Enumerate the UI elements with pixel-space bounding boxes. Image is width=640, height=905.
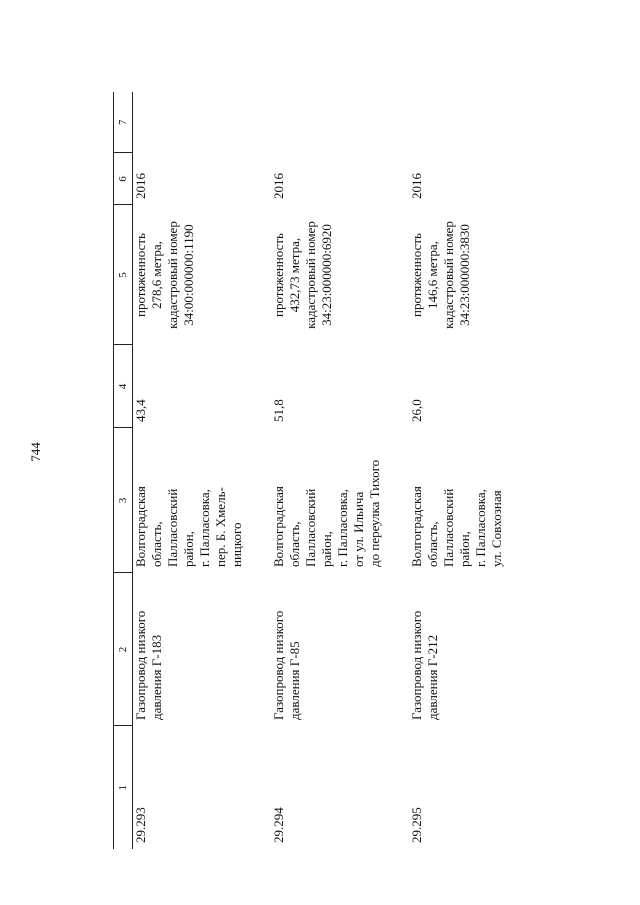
object-note: [271, 92, 409, 153]
object-name: Газопровод низкого давления Г-183: [133, 610, 164, 720]
col-header-4: 4: [114, 345, 133, 428]
col-header-1: 1: [114, 726, 133, 849]
object-characteristics: протяженность 146,6 метра, кадастровый номер 34:23:000000:3830: [409, 221, 472, 329]
object-location: Волгоградская область, Палласовский район, г. Палласовка, от ул. Ильича до переулка Тихого: [271, 459, 382, 567]
property-table: [113, 92, 547, 849]
col-header-5: 5: [114, 205, 133, 345]
rotated-table-container: [113, 92, 615, 849]
table-row: [271, 92, 409, 849]
row-number: 29.293: [133, 807, 148, 843]
table-row: [133, 92, 272, 849]
page-number: 744: [28, 442, 43, 462]
object-value: 26,0: [409, 399, 424, 422]
object-characteristics: протяженность 278,6 метра, кадастровый номер 34:00:000000:1190: [133, 221, 196, 329]
object-year: 2016: [409, 173, 424, 199]
object-name: Газопровод низкого давления Г-85: [271, 610, 302, 720]
table-row: [409, 92, 547, 849]
object-characteristics: протяженность 432,73 метра, кадастровый номер 34:23:000000:6920: [271, 221, 334, 329]
col-header-2: 2: [114, 573, 133, 726]
object-year: 2016: [271, 173, 286, 199]
object-value: 51,8: [271, 399, 286, 422]
column-number-row: [114, 92, 133, 849]
object-year: 2016: [133, 173, 148, 199]
row-number: 29.294: [271, 807, 286, 843]
object-location: Волгоградская область, Палласовский район, г. Палласовка, ул. Совхозная: [409, 486, 504, 567]
object-name: Газопровод низкого давления Г-212: [409, 610, 440, 720]
object-location: Волгоградская область, Палласовский район, г. Палласовка, пер. Б. Хмель- ницкого: [133, 486, 244, 567]
col-header-7: 7: [114, 92, 133, 153]
object-note: [409, 92, 547, 153]
object-note: [133, 92, 272, 153]
col-header-3: 3: [114, 428, 133, 573]
object-value: 43,4: [133, 399, 148, 422]
row-number: 29.295: [409, 807, 424, 843]
col-header-6: 6: [114, 153, 133, 205]
